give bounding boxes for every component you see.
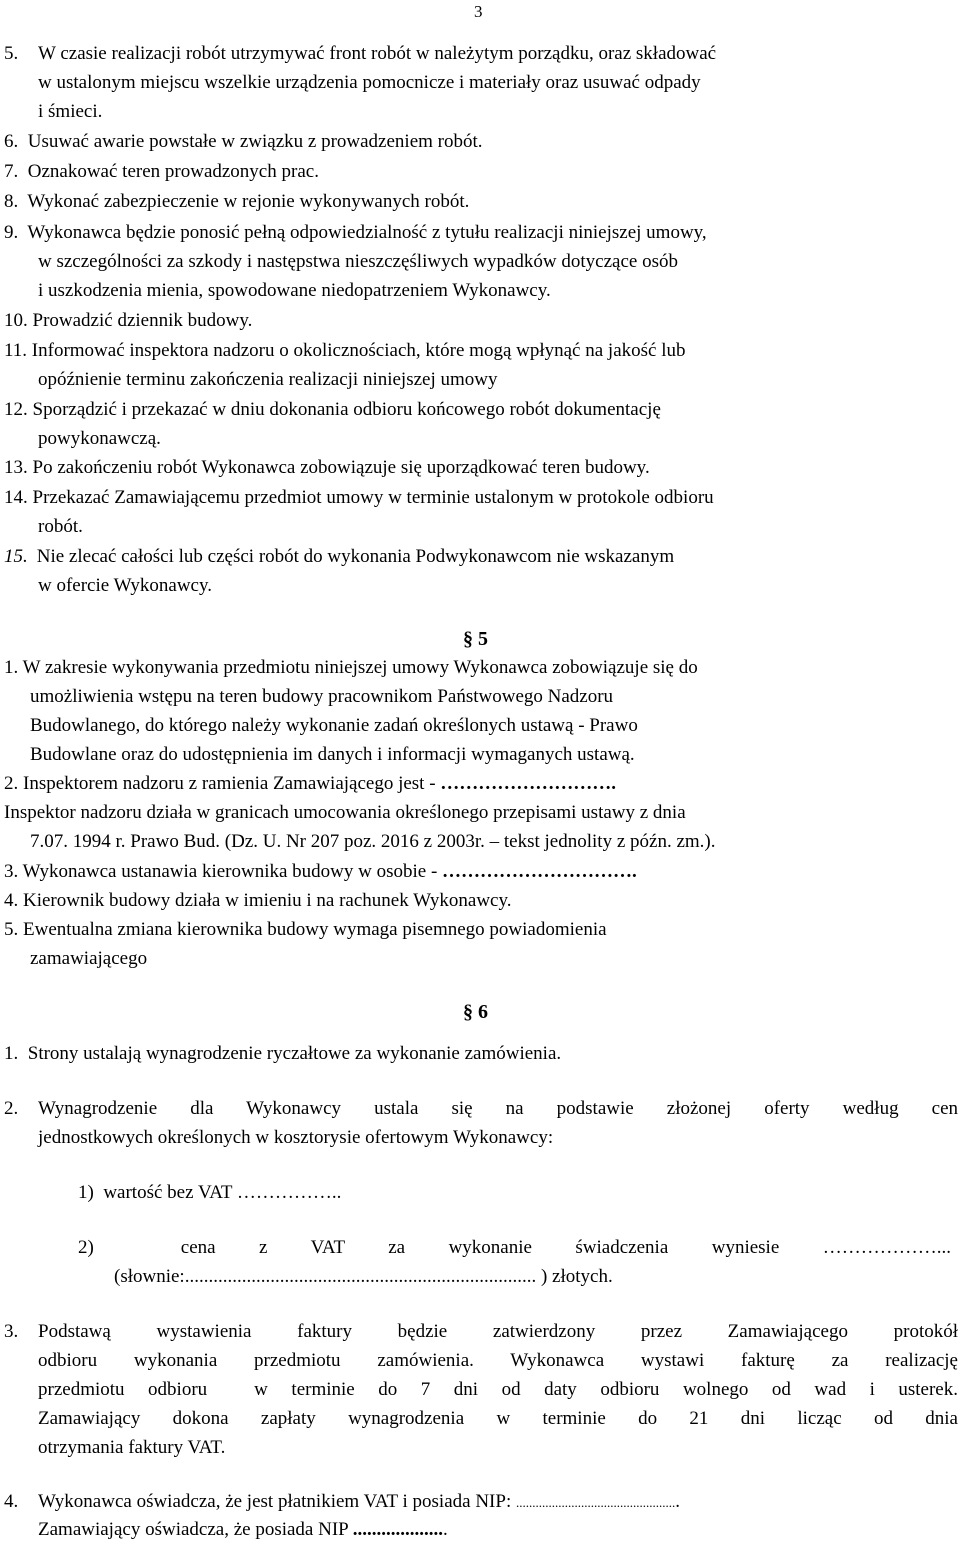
item-11-line-1: 11. Informować inspektora nadzoru o okolicznościach, które mogą wpłynąć na jakość lub [4,340,686,361]
s5-p2-text: 2. Inspektorem nadzoru z ramienia Zamawiającego jest - [4,773,441,794]
item-5-number: 5. [4,43,19,64]
s5-p2-line-2: Inspektor nadzoru działa w granicach umocowania określonego przepisami ustawy z dnia [4,802,686,823]
s5-p5-line-1: 5. Ewentualna zmiana kierownika budowy wymaga pisemnego powiadomienia [4,919,607,940]
s5-p4: 4. Kierownik budowy działa w imieniu i na rachunek Wykonawcy. [4,890,512,911]
s5-p1-line-1: 1. W zakresie wykonywania przedmiotu niniejszej umowy Wykonawca zobowiązuje się do [4,657,698,678]
page-number: 3 [474,2,483,21]
item-9-line-3: i uszkodzenia mienia, spowodowane niedopatrzeniem Wykonawcy. [38,280,551,301]
item-11-line-2: opóźnienie terminu zakończenia realizacji niniejszej umowy [38,369,498,390]
item-8: 8. Wykonać zabezpieczenie w rejonie wykonywanych robót. [4,191,470,212]
s6-p3-line-4: Zamawiający dokona zapłaty wynagrodzenia w terminie do 21 dni licząc od dnia [38,1408,958,1429]
s5-p3-text: 3. Wykonawca ustanawia kierownika budowy w osobie - [4,861,443,882]
s6-p2-line-1: Wynagrodzenie dla Wykonawcy ustala się na podstawie złożonej oferty według cen [38,1098,958,1119]
item-14-line-1: 14. Przekazać Zamawiającemu przedmiot umowy w terminie ustalonym w protokole odbioru [4,487,714,508]
item-5-line-2: w ustalonym miejscu wszelkie urządzenia pomocnicze i materiały oraz usuwać odpady [38,72,701,93]
item-15-line-1: Nie zlecać całości lub części robót do wykonania Podwykonawcom nie wskazanym [32,546,675,567]
item-10: 10. Prowadzić dziennik budowy. [4,310,253,331]
s5-p2-line-1 [4,772,616,796]
s6-p3-line-2: odbioru wykonania przedmiotu zamówienia. Wykonawca wystawi fakturę za realizację [38,1350,958,1371]
s6-p3-line-1: Podstawą wystawienia faktury będzie zatwierdzony przez Zamawiającego protokół [38,1321,958,1342]
contractor-nip-blank: ................................................. [515,1495,676,1510]
section-6-heading: § 6 [463,1001,488,1023]
employer-nip-blank: ................... [352,1519,444,1540]
s5-p1-line-2: umożliwienia wstępu na teren budowy pracownikom Państwowego Nadzoru [30,686,614,707]
item-15-number: 15. [4,546,28,567]
contractor-nip-end: . [675,1491,680,1512]
s6-p4-number: 4. [4,1491,19,1512]
s6-p3-line-3: przedmiotu odbioru w terminie do 7 dni od daty odbioru wolnego od wad i usterek. [38,1379,958,1400]
s6-p2-number: 2. [4,1098,19,1119]
s6-p3-number: 3. [4,1321,19,1342]
item-6: 6. Usuwać awarie powstałe w związku z prowadzeniem robót. [4,131,483,152]
s6-p4-line-2 [38,1518,448,1542]
s6-p3-line-5: otrzymania faktury VAT. [38,1437,226,1458]
site-manager-name-blank: …………………………. [442,861,637,882]
s5-p3 [4,860,637,884]
inspector-name-blank: ………………………. [440,773,617,794]
gross-price-line: 2) cena z VAT za wykonanie świadczenia wyniesie ………………... [78,1237,951,1258]
item-5-line-1: W czasie realizacji robót utrzymywać front robót w należytym porządku, oraz składować [38,43,717,64]
item-14-line-2: robót. [38,516,83,537]
net-value-line: 1) wartość bez VAT …………….. [78,1182,342,1203]
item-13: 13. Po zakończeniu robót Wykonawca zobowiązuje się uporządkować teren budowy. [4,457,650,478]
section-5-heading: § 5 [463,628,488,650]
item-7: 7. Oznakować teren prowadzonych prac. [4,161,319,182]
item-12-line-2: powykonawczą. [38,428,161,449]
item-9-line-2: w szczególności za szkody i następstwa nieszczęśliwych wypadków dotyczące osób [38,251,678,272]
employer-nip-end: . [443,1519,448,1540]
s6-p4-line-1 [38,1490,680,1515]
s6-p1: 1. Strony ustalają wynagrodzenie ryczałtowe za wykonanie zamówienia. [4,1043,562,1064]
s5-p5-line-2: zamawiającego [30,948,148,969]
item-5-line-3: i śmieci. [38,101,103,122]
s5-p1-line-3: Budowlanego, do którego należy wykonanie zadań określonych ustawą - Prawo [30,715,638,736]
amount-in-words-line: (słownie:.......................................................................... ) złotych. [114,1266,613,1287]
s5-p1-line-4: Budowlane oraz do udostępnienia im danych i informacji wymaganych ustawą. [30,744,635,765]
s6-p2-line-2: jednostkowych określonych w kosztorysie ofertowym Wykonawcy: [38,1127,554,1148]
s5-p2-line-3: 7.07. 1994 r. Prawo Bud. (Dz. U. Nr 207 poz. 2016 z 2003r. – tekst jednolity z późn. zm.). [30,831,716,852]
item-9-line-1: 9. Wykonawca będzie ponosić pełną odpowiedzialność z tytułu realizacji niniejszej umowy, [4,222,707,243]
contractor-nip-text: Wykonawca oświadcza, że jest płatnikiem VAT i posiada NIP: [38,1491,516,1512]
item-12-line-1: 12. Sporządzić i przekazać w dniu dokonania odbioru końcowego robót dokumentację [4,399,661,420]
employer-nip-text: Zamawiający oświadcza, że posiada NIP [38,1519,353,1540]
item-15-line-2: w ofercie Wykonawcy. [38,575,213,596]
